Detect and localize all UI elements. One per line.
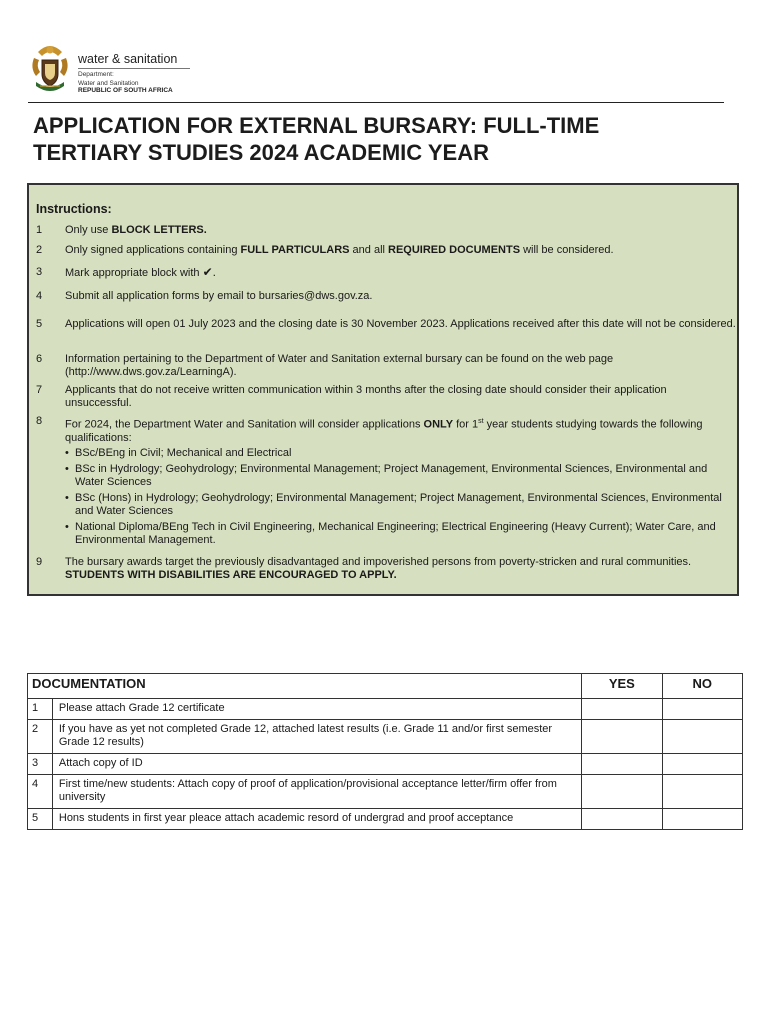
list-item: • BSc (Hons) in Hydrology; Geohydrology; Environmental Management; Project Management, Environmental Sciences, Environmental and Water Sciences bbox=[65, 492, 736, 518]
page-title bbox=[33, 112, 733, 166]
no-checkbox-cell[interactable] bbox=[662, 754, 742, 775]
country-name: REPUBLIC OF SOUTH AFRICA bbox=[78, 87, 173, 94]
yes-checkbox-cell[interactable] bbox=[582, 720, 662, 754]
qualifications-list bbox=[65, 447, 736, 547]
letterhead bbox=[28, 40, 724, 103]
yes-checkbox-cell[interactable] bbox=[582, 699, 662, 720]
title-line-2: TERTIARY STUDIES 2024 ACADEMIC YEAR bbox=[33, 140, 489, 165]
ministry-block bbox=[78, 52, 190, 94]
instructions-heading: Instructions: bbox=[36, 202, 112, 216]
list-item: • BSc in Hydrology; Geohydrology; Environmental Management; Project Management, Environmental Sciences, Environmental and Water Sciences bbox=[65, 463, 736, 489]
table-row: 1 Please attach Grade 12 certificate bbox=[28, 699, 743, 720]
no-checkbox-cell[interactable] bbox=[662, 775, 742, 809]
table-header-row bbox=[28, 674, 743, 699]
yes-checkbox-cell[interactable] bbox=[582, 775, 662, 809]
department-name: Water and Sanitation bbox=[78, 80, 139, 87]
checkmark-icon: ✔. bbox=[202, 265, 216, 279]
list-item: • National Diploma/BEng Tech in Civil Engineering, Mechanical Engineering; Electrical Engineering (Heavy Current); Water Care, and Environmental Management. bbox=[65, 521, 736, 547]
table-row: 2 If you have as yet not completed Grade 12, attached latest results (i.e. Grade 11 and/or first semester Grade 12 results) bbox=[28, 720, 743, 754]
no-header: NO bbox=[662, 674, 742, 699]
no-checkbox-cell[interactable] bbox=[662, 809, 742, 830]
no-checkbox-cell[interactable] bbox=[662, 699, 742, 720]
table-row: 4 First time/new students: Attach copy of proof of application/provisional acceptance letter/firm offer from university bbox=[28, 775, 743, 809]
department-label: Department: bbox=[78, 71, 114, 78]
no-checkbox-cell[interactable] bbox=[662, 720, 742, 754]
title-line-1: APPLICATION FOR EXTERNAL BURSARY: FULL-TIME bbox=[33, 113, 600, 138]
list-item: • BSc/BEng in Civil; Mechanical and Electrical bbox=[65, 447, 736, 460]
ministry-name: water & sanitation bbox=[78, 52, 190, 69]
instructions-box: Instructions: 1 Only use BLOCK LETTERS. 2 Only signed applications containing FULL PARTICULARS and all REQUIRED DOCUMENTS will be considered. 3 Mark appropriate block with ✔. 4 Submit all application forms by email to bursaries@dws.gov.za. 5 Applications will open 01 July 2023 and the closing date is 30 November 2023. Applications received after this date will not be considered. 6 Information pertaining to the Department of Water and Sanitation external bursary can be found on the web page (http://www.dws.gov.za/LearningA). 7 Applicants that do not receive written communication within 3 months after the closing date should consider their application unsuccessful. 8 For 2024, the Department Water and Sanitation will consider applications ONLY for 1st year students studying towards the following qualifications: • BSc/BEng in Civil; Mechanical and Electrical • BSc in Hydrology; Geohydrology; Environmental Management; Project Management, Environmental Sciences, Environmental and Water Sciences • BSc (Hons) in Hydrology; Geohydrology; Environmental Management; Project Management, Environmental Sciences, Environmental and Water Sciences • National Diploma/BEng Tech in Civil Engineering, Mechanical Engineering; Electrical Engineering (Heavy Current); Water Care, and Environmental Management. 9 The bursary awards target the previously disadvantaged and impoverished persons from poverty-stricken and rural communities. STUDENTS WITH DISABILITIES ARE ENCOURAGED TO APPLY. bbox=[27, 183, 739, 596]
yes-checkbox-cell[interactable] bbox=[582, 809, 662, 830]
yes-checkbox-cell[interactable] bbox=[582, 754, 662, 775]
table-row: 3 Attach copy of ID bbox=[28, 754, 743, 775]
documentation-header: DOCUMENTATION bbox=[28, 674, 582, 699]
table-row: 5 Hons students in first year pleace attach academic resord of undergrad and proof acceptance bbox=[28, 809, 743, 830]
documentation-table bbox=[27, 673, 743, 830]
yes-header: YES bbox=[582, 674, 662, 699]
coat-of-arms-icon bbox=[28, 42, 72, 96]
